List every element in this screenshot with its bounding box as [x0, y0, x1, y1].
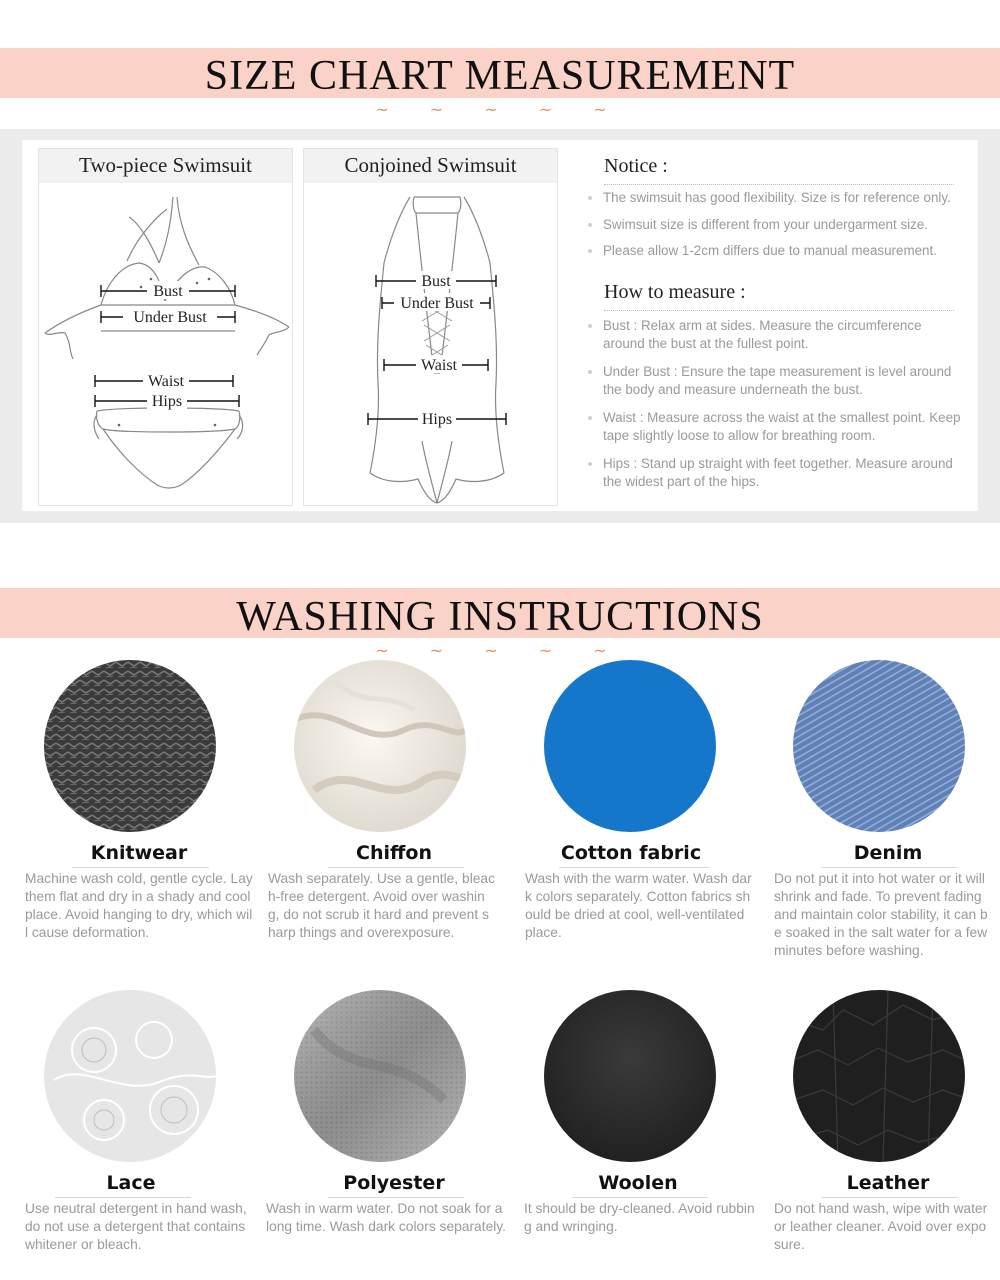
chiffon-swatch-image [294, 660, 466, 832]
fabric-name: Chiffon [356, 842, 432, 864]
fabric-divider [572, 1197, 708, 1198]
notice-item: The swimsuit has good flexibility. Size is for reference only. [586, 189, 966, 208]
measure-item-bust: Bust : Relax arm at sides. Measure the circumference around the bust at the fullest point. [586, 317, 966, 354]
two-piece-diagram [38, 148, 293, 506]
lace-swatch-image [44, 990, 216, 1162]
two-piece-illustration [39, 183, 292, 505]
conjoined-title: Conjoined Swimsuit [304, 149, 557, 183]
fabric-care-text: Wash with the warm water. Wash dark colors separately. Cotton fabrics should be dried at cool, well-ventilated place. [525, 871, 752, 940]
conjoined-illustration [304, 183, 557, 505]
two-piece-bust-label: Bust [153, 283, 183, 300]
fabric-care-text: Do not put it into hot water or it will shrink and fade. To prevent fading and maintain color stability, it can be soaked in the salt water for a few minutes before washing. [774, 871, 988, 958]
washing-divider: ~ ~ ~ ~ ~ [375, 641, 625, 660]
how-to-measure-list [586, 317, 966, 492]
fabric-divider [73, 867, 209, 868]
washing-title: WASHING INSTRUCTIONS [236, 594, 764, 640]
conjoined-under-bust-label: Under Bust [400, 295, 474, 312]
size-chart-divider: ~ ~ ~ ~ ~ [375, 100, 625, 119]
fabric-divider [822, 867, 958, 868]
measure-item-hips: Hips : Stand up straight with feet together. Measure around the widest part of the hips. [586, 455, 966, 492]
two-piece-waist-label: Waist [147, 373, 185, 390]
fabric-name: Knitwear [90, 842, 188, 864]
conjoined-waist-label: Waist [420, 357, 458, 374]
notice-list [586, 189, 966, 261]
notice-item: Swimsuit size is different from your undergarment size. [586, 216, 966, 235]
fabric-care-text: Use neutral detergent in hand wash, do not use a detergent that contains whitener or bleach. [25, 1201, 247, 1252]
conjoined-bust-label: Bust [421, 273, 451, 290]
notice-heading: Notice : [604, 155, 954, 185]
fabric-divider [55, 1197, 191, 1198]
woolen-swatch-image [544, 990, 716, 1162]
fabric-name: Cotton fabric [560, 842, 702, 864]
fabric-name: Polyester [343, 1172, 445, 1194]
fabric-care-text: Do not hand wash, wipe with water or leather cleaner. Avoid over exposure. [774, 1201, 988, 1252]
fabric-name: Leather [846, 1172, 930, 1194]
fabric-care-text: Machine wash cold, gentle cycle. Lay them flat and dry in a shady and cool place. Avoid hanging to dry, which will cause deformation. [25, 871, 253, 940]
conjoined-hips-label: Hips [421, 411, 453, 428]
measure-item-waist: Waist : Measure across the waist at the smallest point. Keep tape slightly loose to allow for breathing room. [586, 409, 966, 446]
knitwear-swatch-image [44, 660, 216, 832]
two-piece-title: Two-piece Swimsuit [39, 149, 292, 183]
fabric-care-text: Wash in warm water. Do not soak for a long time. Wash dark colors separately. [266, 1201, 507, 1234]
size-notes [586, 155, 966, 492]
two-piece-under-bust-label: Under Bust [133, 309, 207, 326]
leather-swatch-image [793, 990, 965, 1162]
fabric-divider [559, 867, 709, 868]
fabric-divider [328, 867, 464, 868]
fabric-name: Denim [853, 842, 923, 864]
conjoined-diagram [303, 148, 558, 506]
how-to-measure-heading: How to measure : [604, 281, 954, 311]
fabric-divider [328, 1197, 464, 1198]
two-piece-hips-label: Hips [151, 393, 183, 410]
fabric-care-text: It should be dry-cleaned. Avoid rubbing and wringing. [524, 1201, 755, 1234]
notice-item: Please allow 1-2cm differs due to manual measurement. [586, 242, 966, 261]
denim-swatch-image [793, 660, 965, 832]
size-chart-title: SIZE CHART MEASUREMENT [204, 53, 796, 99]
fabric-care-text: Wash separately. Use a gentle, bleach-free detergent. Avoid over washing, do not scrub it hard and prevent sharp things and overexposure. [268, 871, 496, 940]
fabric-name: Woolen [598, 1172, 678, 1194]
fabric-name: Lace [106, 1172, 156, 1194]
cotton-swatch-image [544, 660, 716, 832]
fabric-divider [822, 1197, 958, 1198]
measure-item-under-bust: Under Bust : Ensure the tape measurement is level around the body and measure underneath the bust. [586, 363, 966, 400]
polyester-swatch-image [294, 990, 466, 1162]
